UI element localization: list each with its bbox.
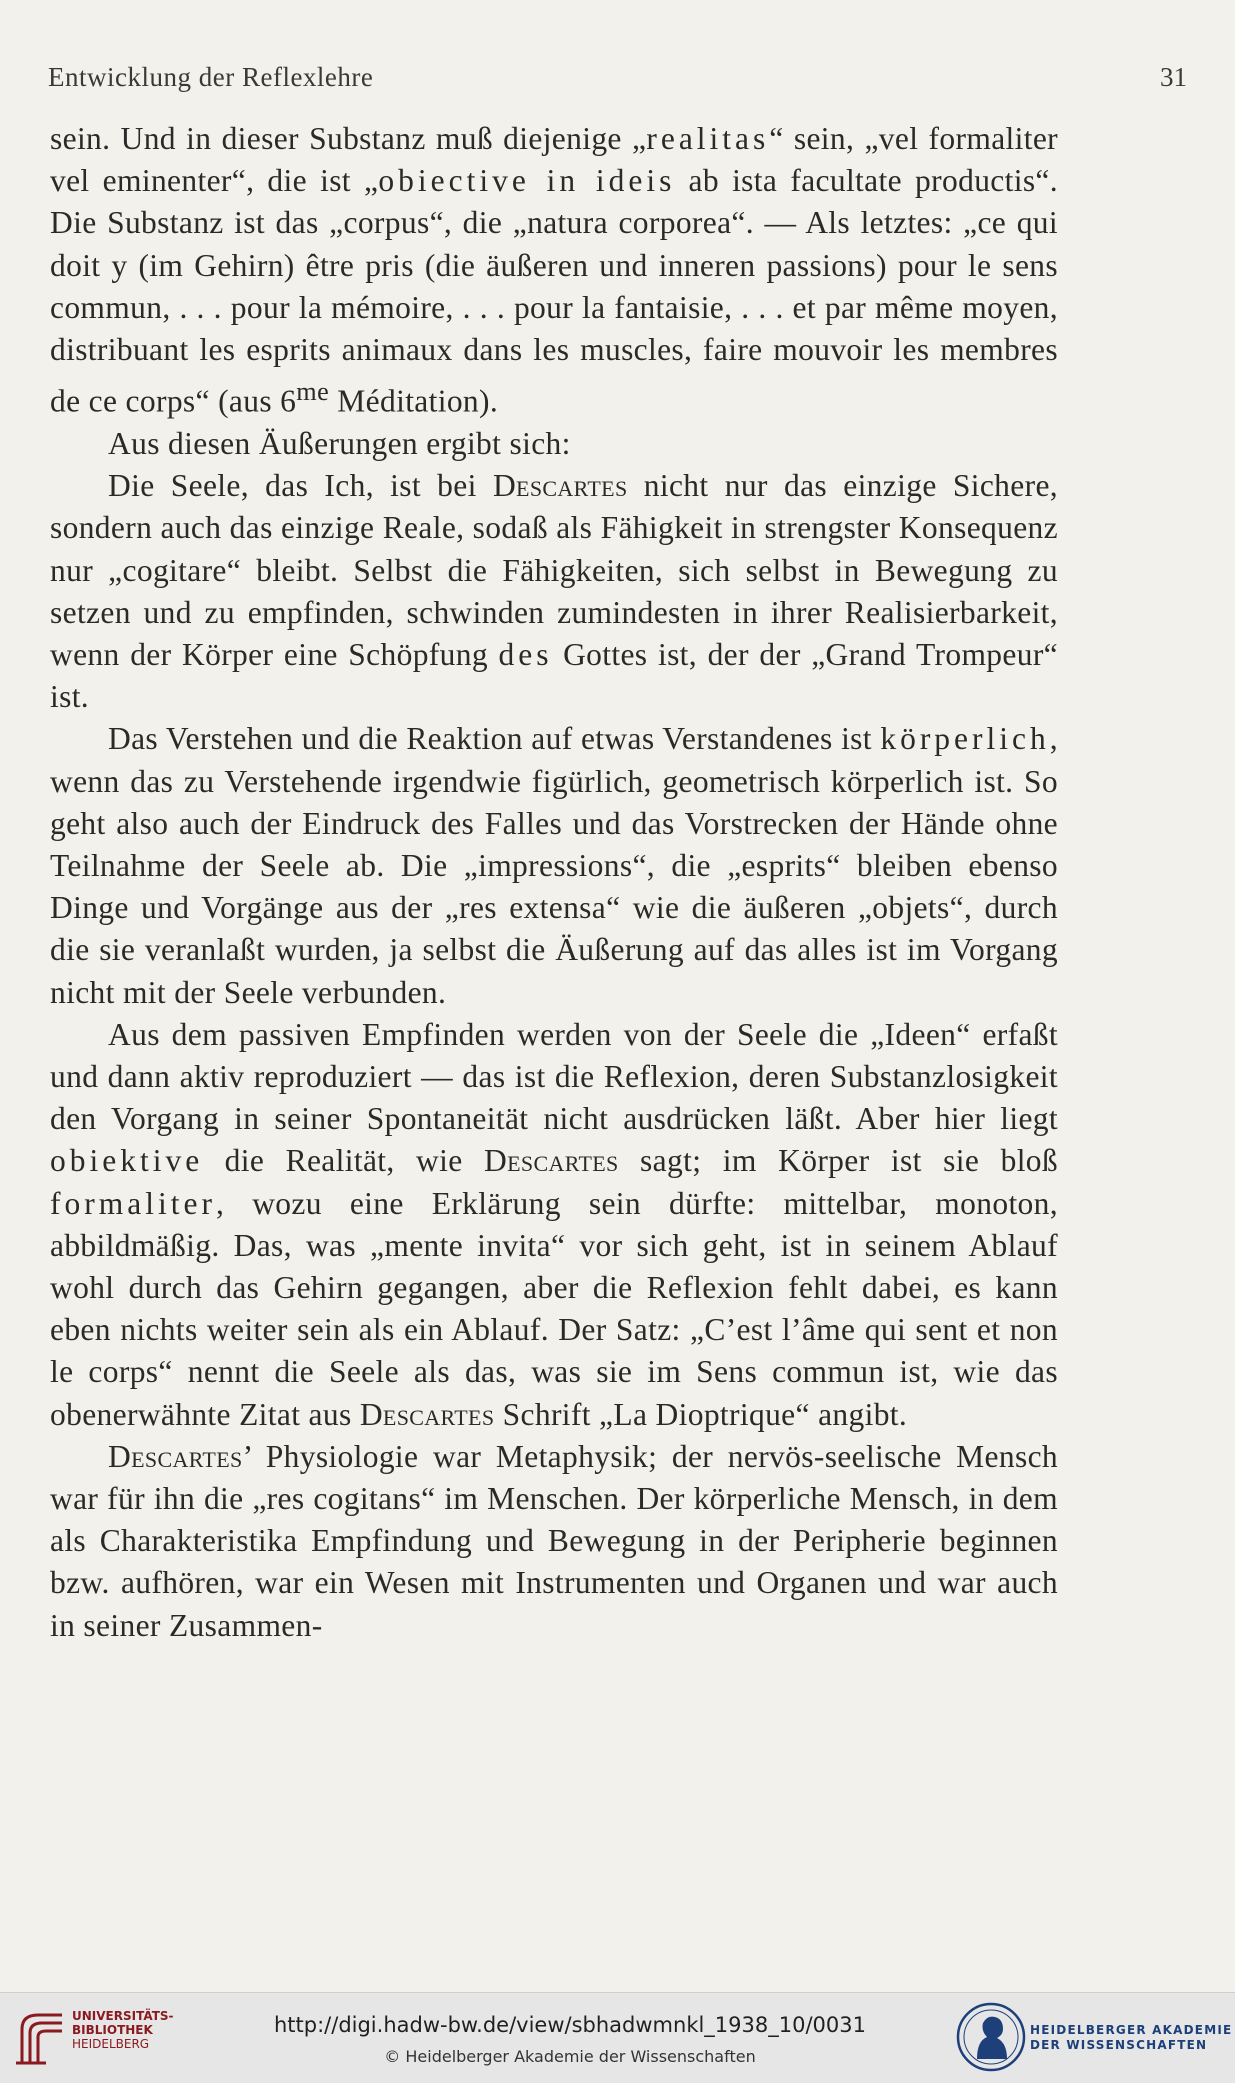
body-text [50, 118, 1058, 1647]
paragraph [50, 118, 1058, 423]
spaced-emphasis: körperlich [880, 721, 1050, 757]
page-number: 31 [1160, 62, 1187, 92]
spaced-emphasis: realitas [646, 121, 770, 156]
academy-name-line2: DER WISSENSCHAFTEN [1030, 2038, 1208, 2052]
running-title: Entwicklung der Reflexlehre [48, 62, 374, 92]
text-run: die Realität, wie [203, 1143, 485, 1179]
text-run: Méditation). [329, 383, 499, 419]
paragraph [50, 465, 1058, 718]
text-run: , wenn das zu Verstehende irgendwie figürlich, geometrisch körperlich ist. So geht also auch der Eindruck des Falles und das Vorstrecken der Hände ohne Teilnahme der Seele ab. Die „impressions“, die „esprits“ bleiben ebenso Dinge und Vorgänge aus der „res extensa“ wie die äußeren „objets“, durch die sie veranlaßt wurden, ja selbst die Äußerung auf das alles ist im Vorgang nicht mit der Seele verbunden. [50, 721, 1058, 1010]
paragraph [50, 718, 1058, 1013]
library-name-line3: HEIDELBERG [72, 2037, 150, 2051]
spaced-emphasis: formaliter [50, 1185, 216, 1221]
small-caps-name: Descartes [492, 468, 628, 504]
small-caps-name: Descartes [359, 1396, 495, 1432]
text-run: , wozu eine Erklärung sein dürfte: mittelbar, monoton, abbildmäßig. Das, was „mente invita“ vor sich geht, ist in seinem Ablauf wohl durch das Gehirn gegangen, aber die Reflexion fehlt dabei, es kann eben nichts weiter sein als ein Ablauf. Der Satz: „C’est l’âme qui sent et non le corps“ nennt die Seele als das, was sie im Sens commun ist, wie das obenerwähnte Zitat aus [50, 1185, 1058, 1432]
hadw-portrait-seal-icon [955, 2001, 1027, 2073]
academy-name [1030, 2023, 1232, 2053]
text-run: Die Seele, das Ich, ist bei [108, 468, 493, 504]
source-url-link[interactable]: http://digi.hadw-bw.de/view/sbhadwmnkl_1938_10/0031 [273, 2013, 866, 2037]
text-run: Gottes ist, der der „Grand Trompeur“ ist. [50, 636, 1058, 715]
paragraph [50, 1436, 1058, 1647]
spaced-emphasis: des [498, 636, 553, 672]
spaced-emphasis: obiektive [50, 1143, 204, 1179]
text-run: Aus diesen Äußerungen ergibt sich: [108, 425, 571, 461]
text-run: ’ Physiologie war Metaphysik; der nervös-seelische Mensch war für ihn die „res cogitans“ im Menschen. Der körperliche Mensch, in dem als Charakteristika Empfindung und Bewegung in der Peripherie beginnen bzw. aufhören, war ein Wesen mit Instrumenten und Organen und war auch in seiner Zusammen- [50, 1438, 1058, 1643]
superscript-run: me [296, 377, 330, 407]
library-name [72, 2009, 174, 2051]
paragraph [50, 423, 1058, 465]
text-run: Aus dem passiven Empfinden werden von der Seele die „Ideen“ erfaßt und dann aktiv reproduziert — das ist die Reflexion, deren Substanzlosigkeit den Vorgang in seiner Spontaneität nicht ausdrücken läßt. Aber hier liegt [50, 1016, 1058, 1137]
small-caps-name: Descartes [108, 1438, 243, 1474]
library-name-line1: UNIVERSITÄTS- [72, 2009, 174, 2023]
text-run: nicht nur das einzige Sichere, sondern auch das einzige Reale, sodaß als Fähigkeit in strengster Konsequenz nur „cogitare“ bleibt. Selbst die Fähigkeiten, sich selbst in Bewegung zu setzen und zu empfinden, schwinden zumindesten in ihrer Realisierbarkeit, wenn der Körper eine Schöpfung [50, 468, 1058, 672]
text-run: sein. Und in dieser Substanz muß diejenige „ [50, 121, 647, 156]
ub-heidelberg-logo-icon [12, 2007, 68, 2067]
text-run: “ sein, „vel formaliter vel eminenter“, die ist „ [50, 121, 1058, 199]
library-name-line2: BIBLIOTHEK [72, 2023, 153, 2037]
academy-name-line1: HEIDELBERGER AKADEMIE [1030, 2023, 1233, 2037]
spaced-emphasis: obiective in ideis [378, 163, 676, 199]
text-run: Schrift „La Dioptrique“ angibt. [494, 1396, 908, 1432]
digitization-footer [0, 1992, 1235, 2083]
paragraph [50, 1014, 1058, 1436]
text-run: ab ista facultate productis“. Die Substanz ist das „corpus“, die „natura corporea“. — Als letztes: „ce qui doit y (im Gehirn) être pris (die äußeren und inneren passions) pour le sens commun, . . . pour la mémoire, . . . pour la fantaisie, . . . et par même moyen, distribuant les esprits animaux dans les muscles, faire mouvoir les membres de ce corps“ (aus 6 [50, 163, 1058, 419]
small-caps-name: Descartes [484, 1143, 619, 1179]
page-header [48, 62, 1187, 102]
copyright-notice: © Heidelberger Akademie der Wissenschaften [384, 2047, 756, 2066]
text-run: sagt; im Körper ist sie bloß [618, 1143, 1058, 1179]
text-run: Das Verstehen und die Reaktion auf etwas Verstandenes ist [108, 721, 881, 757]
